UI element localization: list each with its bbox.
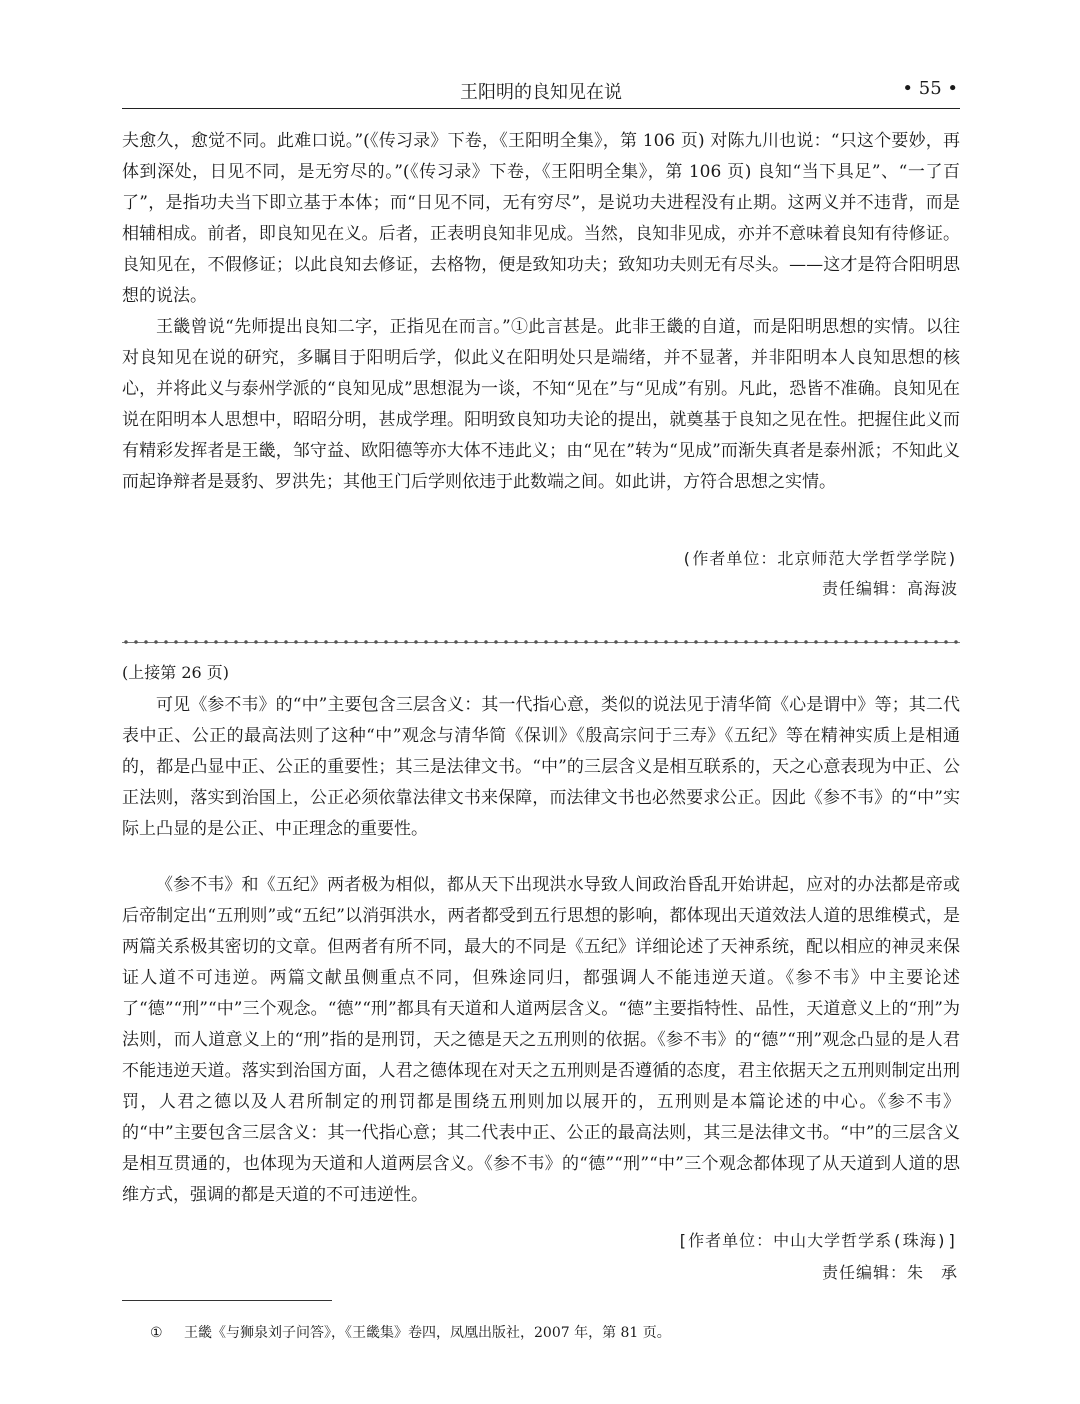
- paragraph: 《参不韦》和《五纪》两者极为相似，都从天下出现洪水导致人间政治昏乱开始讲起，应对的办法都是帝或后帝制定出“五刑则”或“五纪”以消弭洪水，两者都受到五行思想的影响，都体现出天道效法人道的思维模式，是两篇关系极其密切的文章。但两者有所不同，最大的不同是《五纪》详细论述了天神系统，配以相应的神灵来保证人道不可违逆。两篇文献虽侧重点不同，但殊途同归，都强调人不能违逆天道。《参不韦》中主要论述了“德”“刑”“中”三个观念。“德”“刑”都具有天道和人道两层含义。“德”主要指特性、品性，天道意义上的“刑”为法则，而人道意义上的“刑”指的是刑罚，天之德是天之五刑则的依据。《参不韦》的“德”“刑”观念凸显的是人君不能违逆天道。落实到治国方面，人君之德体现在对天之五刑则是否遵循的态度，君主依据天之五刑则制定出刑罚，人君之德以及人君所制定的刑罚都是围绕五刑则加以展开的，五刑则是本篇论述的中心。《参不韦》的“中”主要包含三层含义：其一代指心意；其二代表中正、公正的最高法则，其三是法律文书。“中”的三层含义是相互贯通的，也体现为天道和人道两层含义。《参不韦》的“德”“刑”“中”三个观念都体现了从天道到人道的思维方式，强调的都是天道的不可违逆性。: [122, 875, 960, 1205]
- footnote-mark: ①: [150, 1325, 163, 1341]
- responsible-editor: 责任编辑：高海波: [821, 579, 958, 598]
- running-header: [122, 74, 960, 109]
- footnote-rule: [122, 1300, 332, 1301]
- running-title: 王阳明的良知见在说: [460, 82, 622, 103]
- footnote-text: 王畿《与狮泉刘子问答》，《王畿集》卷四，凤凰出版社，2007 年，第 81 页。: [184, 1325, 671, 1341]
- paragraph: 王畿曾说“先师提出良知二字，正指见在而言。”①此言甚是。此非王畿的自道，而是阳明思想的实情。以往对良知见在说的研究，多瞩目于阳明后学，似此义在阳明处只是端绪，并不显著，并非阳明本人良知思想的核心，并将此义与泰州学派的“良知见成”思想混为一谈，不知“见在”与“见成”有别。凡此，恐皆不准确。良知见在说在阳明本人思想中，昭昭分明，甚成学理。阳明致良知功夫论的提出，就奠基于良知之见在性。把握住此义而有精彩发挥者是王畿，邹守益、欧阳德等亦大体不违此义；由“见在”转为“见成”而渐失真者是泰州派；不知此义而起诤辩者是聂豹、罗洪先；其他王门后学则依违于此数端之间。如此讲，方符合思想之实情。: [122, 317, 960, 492]
- decorative-divider: [122, 638, 960, 646]
- section2-body-part1: [122, 690, 960, 845]
- author-affiliation: (作者单位：北京师范大学哲学学院): [681, 549, 958, 568]
- paragraph: 可见《参不韦》的“中”主要包含三层含义：其一代指心意，类似的说法见于清华简《心是谓中》等；其二代表中正、公正的最高法则了这种“中”观念与清华简《保训》《殷高宗问于三寿》《五纪》等在精神实质上是相通的，都是凸显中正、公正的重要性；其三是法律文书。“中”的三层含义是相互联系的，天之心意表现为中正、公正法则，落实到治国上，公正必须依靠法律文书来保障，而法律文书也必然要求公正。因此《参不韦》的“中”实际上凸显的是公正、中正理念的重要性。: [122, 695, 960, 839]
- footnote: [150, 1322, 671, 1342]
- paragraph: 夫愈久，愈觉不同。此难口说。”(《传习录》下卷，《王阳明全集》，第 106 页) 对陈九川也说：“只这个要妙，再体到深处，日见不同，是无穷尽的。”(《传习录》下卷，《王阳明全集》，第 106 页) 良知“当下具足”、“一了百了”，是指功夫当下即立基于本体；而“日见不同，无有穷尽”，是说功夫进程没有止期。这两义并不违背，而是相辅相成。前者，即良知见在义。后者，正表明良知非见成。当然，良知非见成，亦并不意味着良知有待修证。良知见在，不假修证；以此良知去修证，去格物，便是致知功夫；致知功夫则无有尽头。——这才是符合阳明思想的说法。: [122, 131, 960, 306]
- page-number: • 55 •: [902, 78, 958, 99]
- section1-body: [122, 126, 960, 498]
- author-affiliation: [作者单位：中山大学哲学系(珠海)]: [677, 1231, 958, 1250]
- section2-body-part2: [122, 870, 960, 1211]
- responsible-editor: 责任编辑：朱 承: [821, 1263, 958, 1282]
- continuation-note: (上接第 26 页): [122, 663, 230, 682]
